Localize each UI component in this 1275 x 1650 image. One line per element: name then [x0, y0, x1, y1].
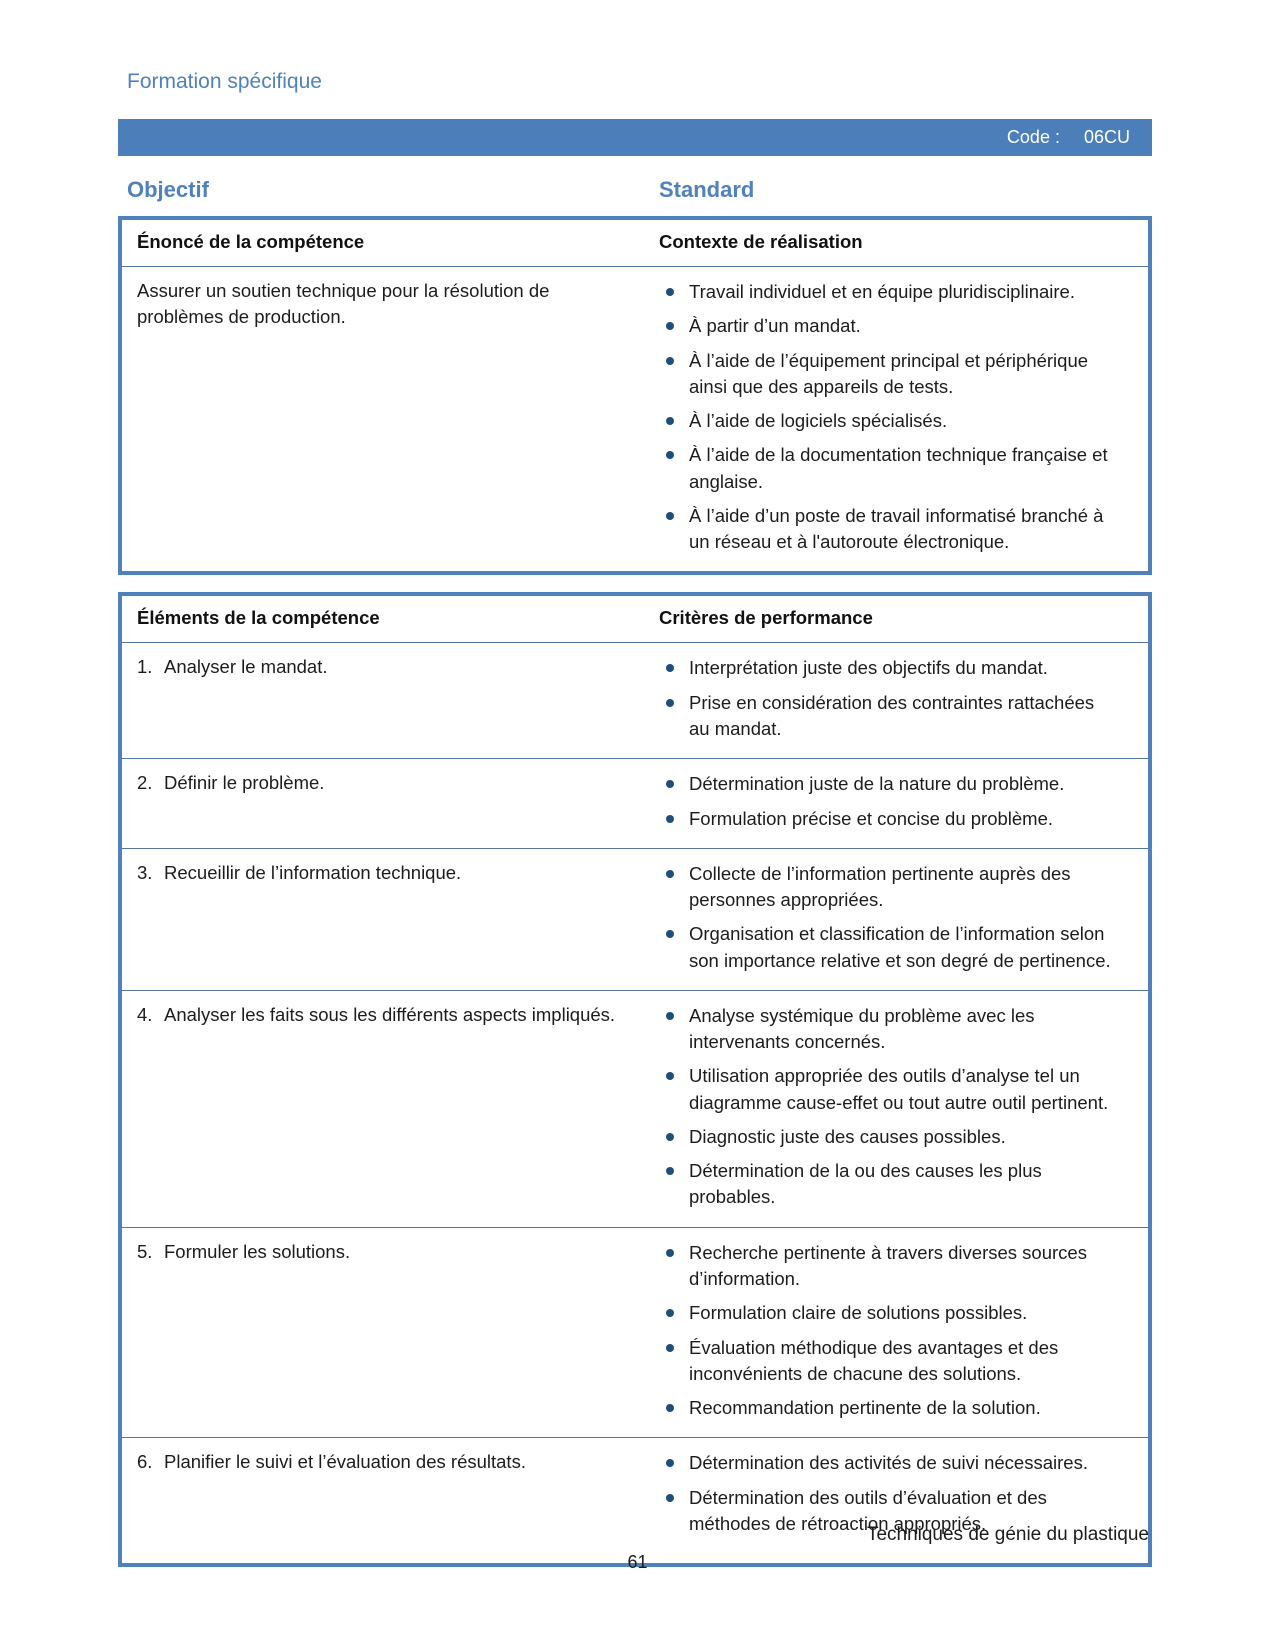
- criteria-list: [659, 861, 1118, 974]
- code-value: 06CU: [1083, 127, 1130, 148]
- table-row: [122, 1227, 1148, 1438]
- criteria-list: [659, 1240, 1118, 1422]
- list-item: Organisation et classification de l’information selon son importance relative et son degré de pertinence.: [659, 921, 1118, 974]
- table-row: [122, 266, 1148, 571]
- list-item: Détermination juste de la nature du problème.: [659, 771, 1118, 797]
- criteria-list: [659, 655, 1118, 742]
- table-row: [122, 848, 1148, 990]
- list-item: Diagnostic juste des causes possibles.: [659, 1124, 1118, 1150]
- competence-statement-table: [118, 216, 1152, 575]
- criteria-list: [659, 771, 1118, 832]
- list-item: Détermination des activités de suivi nécessaires.: [659, 1450, 1118, 1476]
- list-item: Recherche pertinente à travers diverses sources d’information.: [659, 1240, 1118, 1293]
- element-number: 4.: [137, 1003, 153, 1025]
- header-enonce: Énoncé de la compétence: [137, 231, 365, 253]
- element-item: [137, 1239, 619, 1265]
- page-content: [118, 0, 1152, 1567]
- element-number: 3.: [137, 861, 153, 883]
- heading-standard: Standard: [659, 177, 755, 203]
- list-item: Évaluation méthodique des avantages et des inconvénients de chacune des solutions.: [659, 1335, 1118, 1388]
- list-item: Analyse systémique du problème avec les intervenants concernés.: [659, 1003, 1118, 1056]
- table-row: [122, 990, 1148, 1227]
- element-number: 5.: [137, 1240, 153, 1262]
- list-item: Prise en considération des contraintes rattachées au mandat.: [659, 690, 1118, 743]
- table-header-row: [122, 596, 1148, 642]
- competence-elements-table: [118, 592, 1152, 1567]
- list-item: Détermination des outils d’évaluation et des méthodes de rétroaction appropriés.: [659, 1485, 1118, 1538]
- element-number: 6.: [137, 1451, 153, 1473]
- element-text: Analyser le mandat.: [164, 656, 328, 678]
- list-item: Travail individuel et en équipe pluridisciplinaire.: [659, 279, 1118, 305]
- element-text: Définir le problème.: [164, 772, 325, 794]
- list-item: Utilisation appropriée des outils d’analyse tel un diagramme cause-effet ou tout autre outil pertinent.: [659, 1063, 1118, 1116]
- code-bar: [118, 119, 1152, 156]
- section-label: Formation spécifique: [127, 70, 322, 93]
- context-list-cell: [659, 267, 1148, 571]
- list-item: À l’aide de logiciels spécialisés.: [659, 408, 1118, 434]
- list-item: À partir d’un mandat.: [659, 313, 1118, 339]
- list-item: Interprétation juste des objectifs du mandat.: [659, 655, 1118, 681]
- table-row: [122, 758, 1148, 848]
- element-number: 2.: [137, 772, 153, 794]
- header-contexte: Contexte de réalisation: [659, 231, 863, 253]
- list-item: Détermination de la ou des causes les plus probables.: [659, 1158, 1118, 1211]
- competence-statement: Assurer un soutien technique pour la résolution de problèmes de production.: [137, 280, 550, 328]
- criteria-list: [659, 1003, 1118, 1211]
- element-item: [137, 860, 619, 886]
- list-item: Collecte de l’information pertinente auprès des personnes appropriées.: [659, 861, 1118, 914]
- table-header-row: [122, 220, 1148, 266]
- context-list: [659, 279, 1118, 555]
- list-item: Recommandation pertinente de la solution.: [659, 1395, 1118, 1421]
- element-item: [137, 654, 619, 680]
- table-row: [122, 642, 1148, 758]
- column-headings: [118, 177, 1152, 203]
- element-item: [137, 770, 619, 796]
- element-text: Planifier le suivi et l’évaluation des résultats.: [164, 1451, 526, 1473]
- element-text: Analyser les faits sous les différents aspects impliqués.: [164, 1003, 616, 1025]
- footer-page-number: 61: [627, 1552, 648, 1572]
- element-text: Recueillir de l’information technique.: [164, 861, 462, 883]
- list-item: À l’aide d’un poste de travail informatisé branché à un réseau et à l'autoroute électronique.: [659, 503, 1118, 556]
- list-item: Formulation précise et concise du problème.: [659, 806, 1118, 832]
- element-text: Formuler les solutions.: [164, 1240, 351, 1262]
- code-label: Code :: [1006, 127, 1060, 148]
- list-item: Formulation claire de solutions possibles.: [659, 1300, 1118, 1326]
- header-criteres: Critères de performance: [659, 607, 873, 629]
- header-elements: Éléments de la compétence: [137, 607, 380, 629]
- list-item: À l’aide de l’équipement principal et périphérique ainsi que des appareils de tests.: [659, 348, 1118, 401]
- element-number: 1.: [137, 656, 153, 678]
- footer-program-name: Techniques de génie du plastique: [866, 1524, 1149, 1545]
- heading-objectif: Objectif: [127, 177, 209, 203]
- element-item: [137, 1002, 619, 1028]
- list-item: À l’aide de la documentation technique française et anglaise.: [659, 442, 1118, 495]
- element-item: [137, 1449, 619, 1475]
